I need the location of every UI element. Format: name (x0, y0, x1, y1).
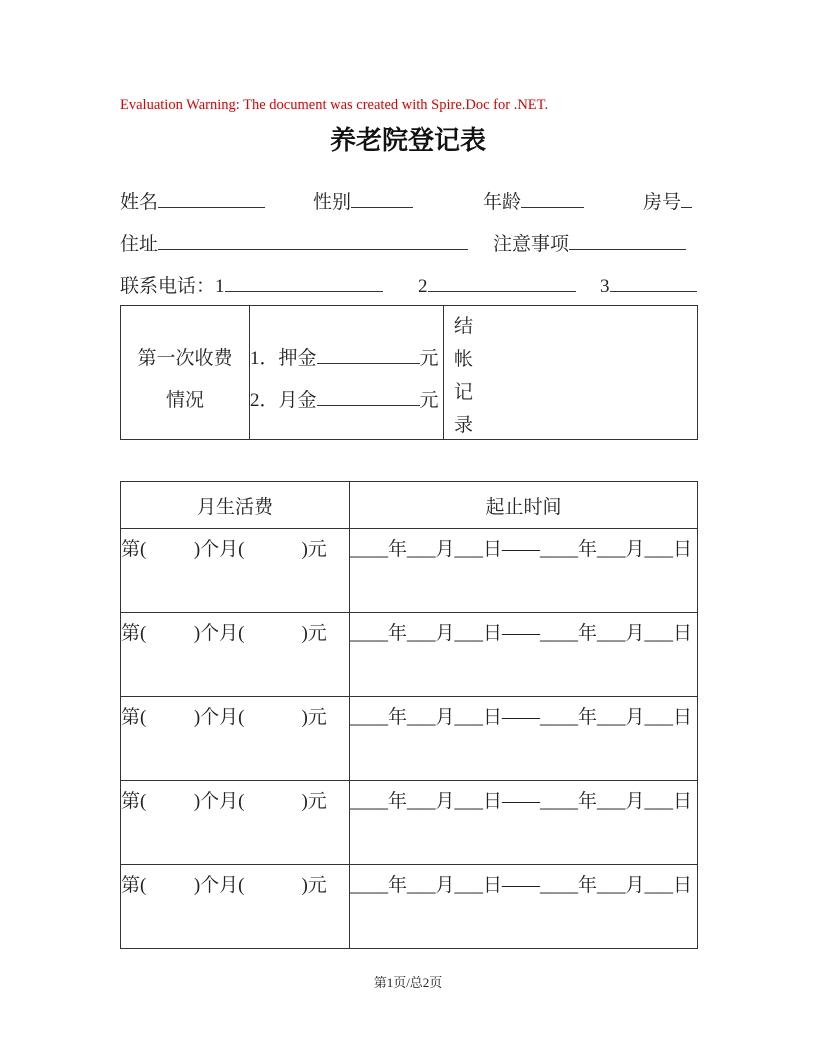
period-cell[interactable]: ____年___月___日——____年___月___日 (350, 791, 693, 812)
phone3-field[interactable] (600, 271, 697, 298)
period-cell[interactable]: ____年___月___日——____年___月___日 (350, 539, 693, 560)
phone2-label: 2 (418, 276, 428, 297)
address-blank[interactable] (158, 229, 468, 250)
gender-blank[interactable] (351, 187, 413, 208)
header-monthly-fee: 月生活费 (196, 497, 273, 518)
period-cell[interactable]: ____年___月___日——____年___月___日 (350, 623, 693, 644)
room-label: 房号 (643, 192, 682, 213)
phone2-blank[interactable] (428, 271, 576, 292)
first-fee-table (120, 305, 698, 440)
gender-label: 性别 (313, 192, 352, 213)
period-cell[interactable]: ____年___月___日——____年___月___日 (350, 707, 693, 728)
monthly-row[interactable] (250, 380, 443, 422)
header-period: 起止时间 (485, 497, 562, 518)
phone3-label: 3 (600, 276, 610, 297)
age-blank[interactable] (521, 187, 584, 208)
name-blank[interactable] (158, 187, 265, 208)
phone1-field[interactable] (120, 271, 383, 298)
settlement-char: 录 (454, 415, 474, 436)
evaluation-warning: Evaluation Warning: The document was created with Spire.Doc for .NET. (120, 97, 549, 113)
monthly-unit: 元 (419, 390, 439, 411)
room-blank[interactable] (681, 187, 692, 208)
fee-items (250, 338, 443, 422)
monthly-label: 2．月金 (250, 390, 317, 411)
first-fee-label-line1: 第一次收费 (137, 348, 233, 369)
name-label: 姓名 (120, 192, 159, 213)
address-field[interactable] (120, 229, 468, 256)
fee-cell[interactable]: 第( )个月( )元 (121, 539, 327, 560)
settlement-char: 记 (454, 382, 474, 403)
living-fee-table (120, 481, 698, 949)
page-title: 养老院登记表 (329, 126, 486, 155)
deposit-blank[interactable] (317, 343, 420, 364)
age-label: 年龄 (483, 192, 522, 213)
first-fee-label-line2: 情况 (165, 390, 204, 411)
phone2-field[interactable] (418, 271, 576, 298)
monthly-blank[interactable] (317, 385, 420, 406)
age-field[interactable] (483, 187, 584, 214)
settlement-char: 结 (454, 316, 474, 337)
page-footer: 第1页/总2页 (373, 975, 443, 990)
info-line-1 (120, 187, 697, 213)
settlement-record-area[interactable] (444, 306, 697, 439)
phone-label: 联系电话：1 (120, 276, 225, 297)
settlement-char: 帐 (454, 349, 474, 370)
fee-cell[interactable]: 第( )个月( )元 (121, 791, 327, 812)
notes-blank[interactable] (569, 229, 686, 250)
notes-field[interactable] (493, 229, 686, 256)
deposit-row[interactable] (250, 338, 443, 380)
info-line-2 (120, 229, 697, 255)
notes-label: 注意事项 (493, 234, 570, 255)
fee-cell[interactable]: 第( )个月( )元 (121, 623, 327, 644)
address-label: 住址 (120, 234, 159, 255)
info-line-3 (120, 271, 697, 297)
deposit-label: 1．押金 (250, 348, 317, 369)
gender-field[interactable] (313, 187, 413, 214)
phone1-blank[interactable] (225, 271, 383, 292)
fee-cell[interactable]: 第( )个月( )元 (121, 875, 327, 896)
phone3-blank[interactable] (610, 271, 697, 292)
deposit-unit: 元 (419, 348, 439, 369)
period-cell[interactable]: ____年___月___日——____年___月___日 (350, 875, 693, 896)
room-field[interactable] (643, 187, 692, 214)
name-field[interactable] (120, 187, 265, 214)
first-fee-label (121, 338, 249, 422)
fee-cell[interactable]: 第( )个月( )元 (121, 707, 327, 728)
